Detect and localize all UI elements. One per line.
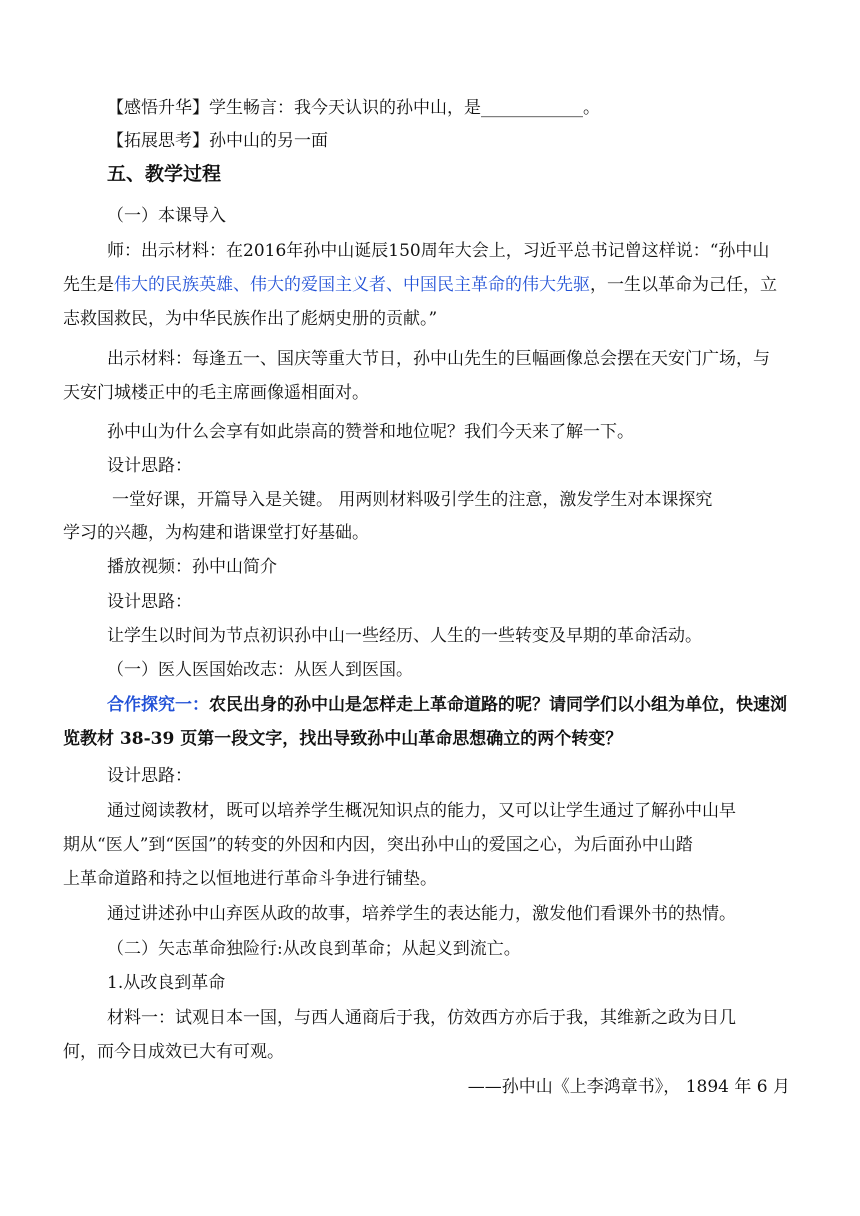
text-line: 设计思路： <box>107 456 192 476</box>
text-line: 何，而今日成效已大有可观。 <box>63 1042 284 1062</box>
text-line: 1.从改良到革命 <box>107 973 226 993</box>
text-line: 【感悟升华】学生畅言：我今天认识的孙中山，是____________。 <box>107 98 600 118</box>
subsection-heading: （一）本课导入 <box>107 206 226 226</box>
text-line: 通过讲述孙中山弃医从政的故事，培养学生的表达能力，激发他们看课外书的热情。 <box>107 904 736 924</box>
highlighted-quote: 伟大的民族英雄、伟大的爱国主义者、中国民主革命的伟大先驱 <box>114 275 590 295</box>
paragraph-line <box>107 240 769 262</box>
text-line: 一堂好课，开篇导入是关键。 用两则材料吸引学生的注意，激发学生对本课探究 <box>112 490 713 510</box>
text-line: 孙中山为什么会享有如此崇高的赞誉和地位呢？我们今天来了解一下。 <box>107 422 634 442</box>
text-line: 上革命道路和持之以恒地进行革命斗争进行铺垫。 <box>63 869 437 889</box>
text-segment: 农民出身的孙中山是怎样走上革命道路的呢？请同学们以小组为单位，快速浏 <box>209 695 787 715</box>
section-heading: 五、教学过程 <box>107 163 222 185</box>
text-line: 设计思路： <box>107 592 192 612</box>
inquiry-label: 合作探究一： <box>107 695 209 715</box>
subsection-heading: （二）矢志革命独险行:从改良到革命；从起义到流亡。 <box>107 939 521 959</box>
text-line: 学习的兴趣，为构建和谐课堂打好基础。 <box>63 523 369 543</box>
text-line: 览教材 38-39 页第一段文字，找出导致孙中山革命思想确立的两个转变？ <box>63 729 623 749</box>
text-line: 通过阅读教材，既可以培养学生概况知识点的能力，又可以让学生通过了解孙中山早 <box>107 801 736 821</box>
text-line: 设计思路： <box>107 766 192 786</box>
citation-line: ——孙中山《上李鸿章书》， 1894 年 6 月 <box>467 1077 790 1097</box>
text-line: 让学生以时间为节点初识孙中山一些经历、人生的一些转变及早期的革命活动。 <box>107 626 702 646</box>
text-segment: ，一生以革命为己任，立 <box>590 275 777 295</box>
text-line: 材料一：试观日本一国，与西人通商后于我，仿效西方亦后于我，其维新之政为日几 <box>107 1008 736 1028</box>
paragraph-line <box>63 274 777 296</box>
text-line: 期从“医人”到“医国”的转变的外因和内因，突出孙中山的爱国之心，为后面孙中山踏 <box>63 835 693 855</box>
text-line: 天安门城楼正中的毛主席画像遥相面对。 <box>63 383 369 403</box>
text-segment: 师：出示材料：在2016年孙中山诞辰150周年大会上，习近平总书记曾这样说：“孙中山 <box>107 241 770 261</box>
paragraph-line <box>107 694 787 716</box>
text-line: 志救国救民，为中华民族作出了彪炳史册的贡献。” <box>63 309 438 329</box>
subsection-heading: （一）医人医国始改志：从医人到医国。 <box>107 660 413 680</box>
text-segment: 先生是 <box>63 275 114 295</box>
text-line: 播放视频：孙中山简介 <box>107 557 277 577</box>
text-line: 出示材料：每逢五一、国庆等重大节日，孙中山先生的巨幅画像总会摆在天安门广场，与 <box>107 349 770 369</box>
text-line: 【拓展思考】孙中山的另一面 <box>107 131 328 151</box>
